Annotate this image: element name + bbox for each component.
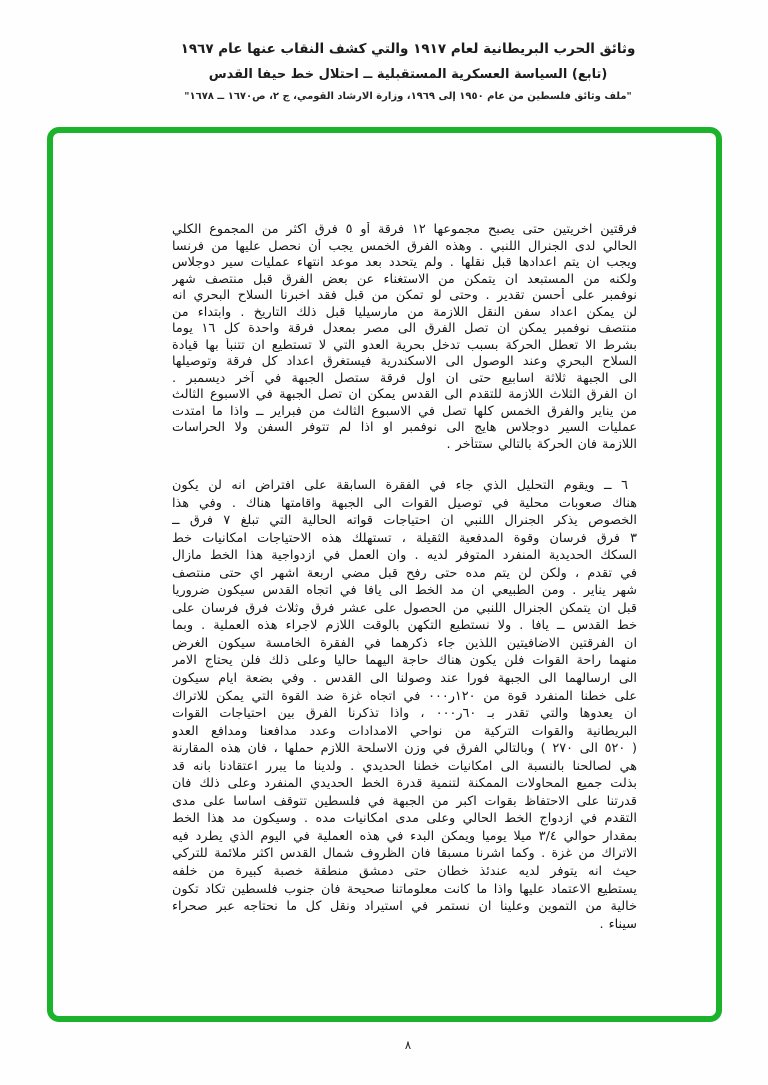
text-line: ٣ فرق فرسان وقوة المدفعية الثقيلة ، تستهلك هذه الاحتياجات امكانيات خط <box>172 530 637 546</box>
text-line: الخصوص يذكر الجنرال اللنبي ان احتياجات قواته الحالية التي تبلغ ٧ فرق ــ <box>172 513 637 529</box>
document-body-text <box>172 222 637 933</box>
text-line: من يناير والفرق الخمس كلها تصل في الاسبوع الثالث من فبراير ــ واذا ما امتدت <box>172 403 637 419</box>
text-line: الاتراك من غزة . وكما اشرنا مسبقا فان الظروف شمال القدس اكثر ملائمة للتركي <box>172 846 637 862</box>
text-line: التقدم في ازدواج الخط الحالي وعلى مدى امكانيات مده . وسيكون مد هذا الخط <box>172 811 637 827</box>
text-line: ويجب ان يتم اعدادها قبل نقلها . ولم يتحدد بعد موعد انتهاء عمليات سير دوجلاس <box>172 255 637 270</box>
text-line: هناك صعوبات محلية في توصيل القوات الى الجبهة واقامتها هناك . وفي هذا <box>172 495 637 511</box>
text-line: قبل ان يتمكن الجنرال اللنبي من الحصول على عشر فرق وثلاث فرق فرسان على <box>172 600 637 616</box>
text-line: نوفمبر على أحسن تقدير . وحتى لو تمكن من قبل فقد اخبرنا السلاح البحري انه <box>172 288 637 303</box>
text-line: بمقدار حوالي ٣/٤ ميلا يوميا ويمكن البدء في هذه العملية في اليوم الذي يطرد فيه <box>172 828 637 844</box>
text-line: البريطانية والقوات التركية من نواحي الامدادات وعدد مدافعنا ومدافع العدو <box>172 723 637 739</box>
text-line: السكك الحديدية المنفرد المتوفر لديه . وان العمل في ازدواجية هذا الخط مازال <box>172 548 637 564</box>
header-title-line: وثائق الحرب البريطانية لعام ١٩١٧ والتي كشف النقاب عنها عام ١٩٦٧ <box>180 41 636 57</box>
text-line: الحالي لدى الجنرال اللنبي . وهذه الفرق الخمس يجب أن نحصل عليها من فرنسا <box>172 238 637 254</box>
text-line: هي لصالحنا بالنسبة الى امكانيات خطنا الحديدي . ولدينا ما يبرر اعتقادنا بانه قد <box>172 758 637 774</box>
text-line: بذلت جميع المحاولات الممكنة لتنمية قدرة الخط الحديدي المنفرد وعلى ذلك فان <box>172 776 637 792</box>
paragraph-section-6 <box>172 477 637 933</box>
text-line: منهما راحة القوات فلن يكون هناك حاجة اليهما حاليا وعلى ذلك فلن يحتاج الامر <box>172 653 637 669</box>
page-number: ٨ <box>404 1038 412 1052</box>
text-line: ان يعدوها والتي تقدر بـ ٦٠ر٠٠٠ ، واذا تذكرنا الفرق بين احتياجات القوات <box>172 706 637 722</box>
text-line: حيث انه يتوفر لديه عندئذ خطان حتى دمشق منطقة خصبة كبيرة من خلفه <box>172 864 637 880</box>
text-line: سيناء . <box>599 916 637 932</box>
text-line: على خطنا المنفرد قوة من ١٢٠ر٠٠٠ في اتجاه غزة ضد القوة التي يمكن للاتراك <box>172 688 637 704</box>
text-line: ٦ ــ ويقوم التحليل الذي جاء في الفقرة السابقة على افتراض انه لن يكون <box>172 478 628 493</box>
header-subtitle-line: (تابع) السياسة العسكرية المستقبلية ــ احتلال خط حيفا القدس <box>208 67 608 82</box>
text-line: بشرط الا تعطل الحركة بسبب تدخل بحرية العدو التي لا تستطيع ان تتنبأ بها قيادة <box>172 337 637 353</box>
text-line: منتصف نوفمبر يمكن ان تصل الفرق الى مصر بمعدل فرقة واحدة كل ١٦ يوما <box>172 321 637 336</box>
text-line: ولكنه من المستبعد ان يتمكن من الاستغناء عن بعض الفرق قبل منتصف شهر <box>172 271 637 287</box>
text-line: خط القدس ــ يافا . ولا نستطيع التكهن بالوقت اللازم لاجراء هذه العملية . وبما <box>172 618 637 634</box>
text-line: لن يمكن اعداد سفن النقل اللازمة من مارسيليا قبل ذلك التاريخ . وابتداء من <box>172 304 637 320</box>
text-line: ( ٥٢٠ الى ٢٧٠ ) وبالتالي الفرق في وزن الاسلحة اللازم حملها ، فان هذه المقارنة <box>172 741 637 757</box>
text-line: ان الفرقتين الاضافيتين اللذين جاء ذكرهما في الفقرة الخامسة سيكون الغرض <box>172 635 637 651</box>
text-line: فرقتين اخريتين حتى يصبح مجموعها ١٢ فرقة أو ٥ فرق اكثر من المجموع الكلي <box>172 222 637 237</box>
text-line: قدرتنا على الاحتفاظ بقوات اكبر من الجبهة في فلسطين تتوقف اساسا على مدى <box>172 793 637 809</box>
text-line: السلاح البحري وعند الوصول الى الاسكندرية فيستغرق اعداد كل فرقة وتوصيلها <box>172 354 637 369</box>
text-line: الى ارسالهما الى الجبهة فورا عند وصولنا الى القدس . وفي بضعة ايام سيكون <box>172 671 637 687</box>
text-line: ان الفرق الثلاث اللازمة للتقدم الى القدس يمكن ان تصل الجبهة في الاسبوع الثالث <box>172 387 637 402</box>
text-line: اللازمة فان الحركة بالتالي ستتأخر . <box>446 436 637 452</box>
header-source-citation-line: "ملف وثائق فلسطين من عام ١٩٥٠ إلى ١٩٦٩، وزارة الارشاد القومي، ج ٢، ص١٦٧٠ ــ ١٦٧٨" <box>184 91 632 102</box>
text-line: عمليات السير دوجلاس هايج الى نوفمبر او اذا لم تتوفر السفن ولا الحراسات <box>172 420 637 435</box>
text-line: في تقدم ، ولكن لن يتم مده حتى رفح قبل مضي اربعة اشهر اي حتى منتصف <box>172 565 637 581</box>
paragraph-continuation <box>172 222 637 453</box>
text-line: الى الجبهة ثلاثة اسابيع حتى ان اول فرقة ستصل الجبهة في آخر ديسمبر . <box>172 370 637 386</box>
text-line: شهر يناير . ومن الطبيعي ان مد الخط الى يافا في اتجاه القدس سيكون ضروريا <box>172 583 637 599</box>
document-header <box>50 36 766 107</box>
text-line: خالية من التموين وعلينا ان نستمر في استيراد ونقل كل ما نحتاجه عبر صحراء <box>172 899 637 915</box>
text-line: يستطيع الاعتماد عليها واذا ما كانت معلوماتنا صحيحة فان جنوب فلسطين تكاد تكون <box>172 881 637 897</box>
